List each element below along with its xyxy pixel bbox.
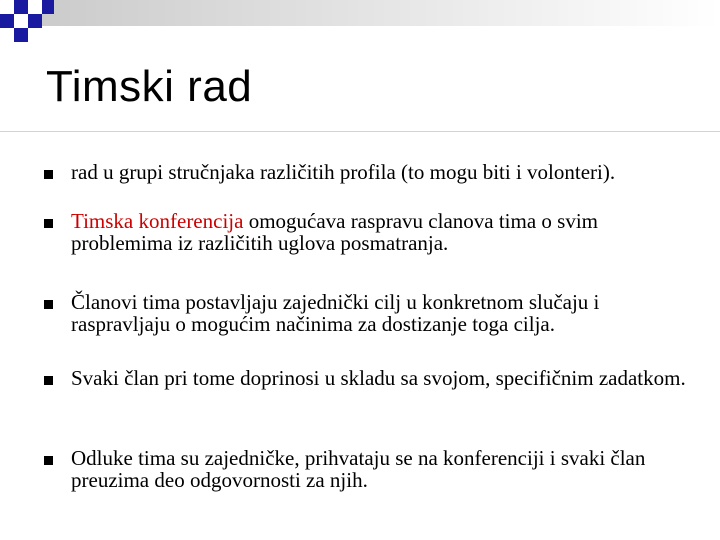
bullet-text [71,211,691,254]
checker-square [0,14,14,28]
bullet-text: Svaki član pri tome doprinosi u skladu sa svojom, specifičnim zadatkom. [71,366,686,390]
bullet-text-rest: omogućava raspravu clanova tima o svim problemima iz različitih uglova posmatranja. [71,209,599,255]
square-bullet-icon [44,219,53,228]
square-bullet-icon [44,376,53,385]
title-divider [0,131,720,132]
square-bullet-icon [44,170,53,179]
highlighted-term: Timska konferencija [71,209,244,233]
bullet-text: rad u grupi stručnjaka različitih profila (to mogu biti i volonteri). [71,160,616,184]
square-bullet-icon [44,456,53,465]
checker-square [28,0,42,14]
square-bullet-icon [44,300,53,309]
checker-square [28,14,42,28]
checker-square [14,14,28,28]
slide-title: Timski rad [46,62,253,111]
checker-square [42,0,54,14]
checker-square [14,0,28,14]
header-gradient-band [0,0,720,26]
checker-square [14,28,28,42]
header-decoration [0,0,720,50]
bullet-text: Članovi tima postavljaju zajednički cilj u konkretnom slučaju i raspravljaju o mogućim načinima za dostizanje toga cilja. [71,290,600,336]
bullet-text: Odluke tima su zajedničke, prihvataju se na konferenciji i svaki član preuzima deo odgovornosti za njih. [71,446,646,492]
checker-square [28,28,40,42]
checker-square [0,0,14,14]
